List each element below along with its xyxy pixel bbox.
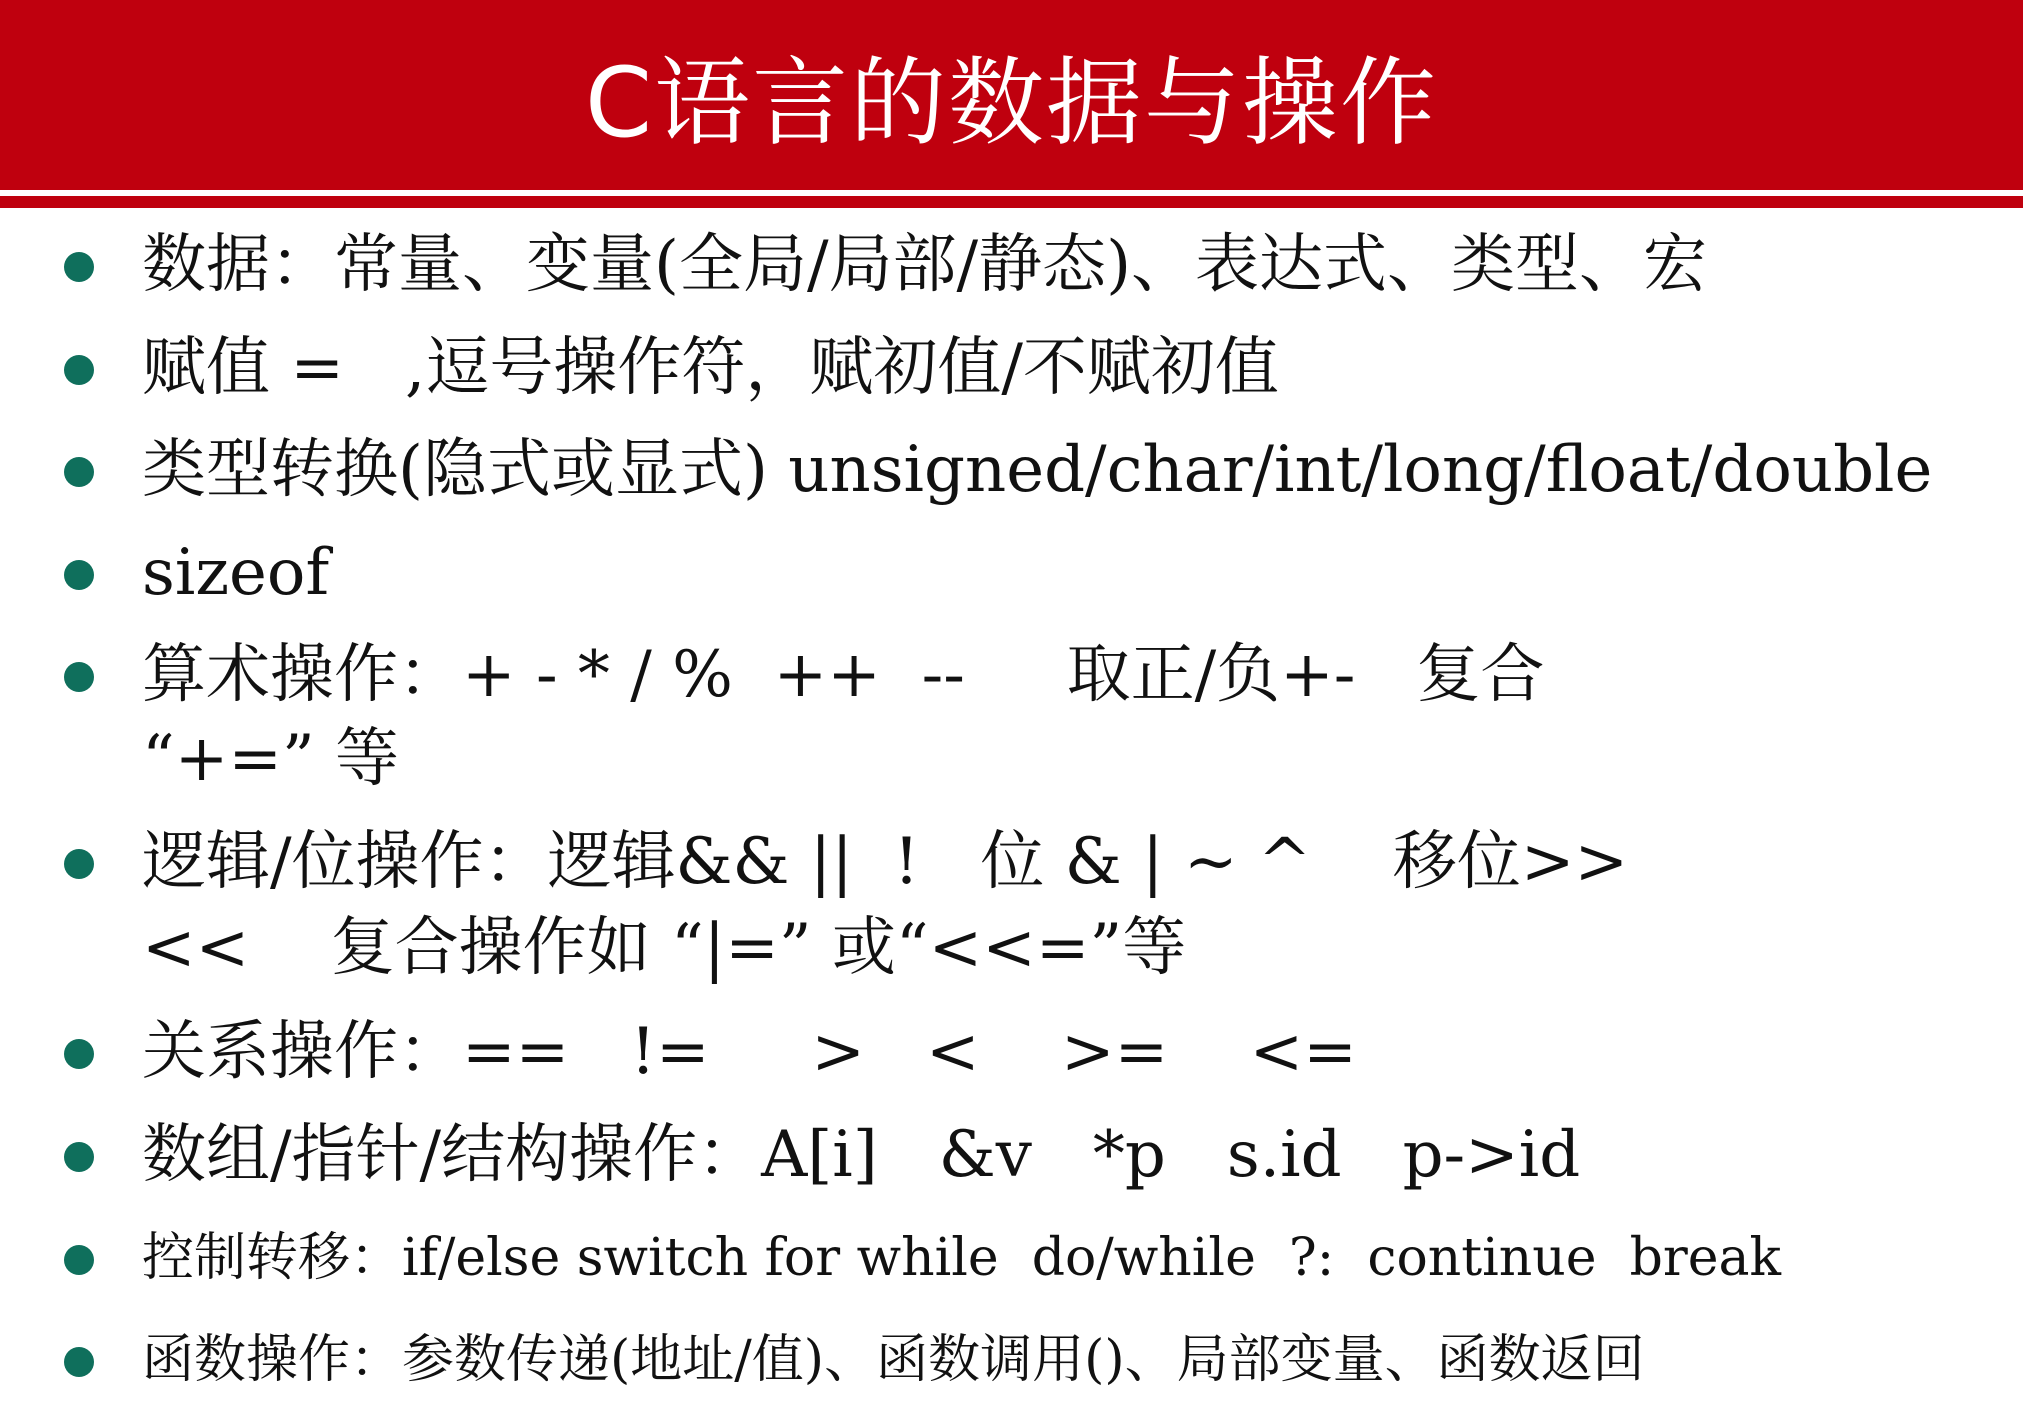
bullet-dot-icon [64,457,94,487]
bullet-text: 算术操作：+ - * / % ++ -- 取正/负+- 复合 [142,638,1545,712]
bullet-text-continuation: << 复合操作如 “|=” 或“<<=”等 [142,911,1187,985]
bullet-text: 类型转换(隐式或显式) unsigned/char/int/long/float/double [142,433,1933,507]
bullet-text: 赋值 = ,逗号操作符，赋初值/不赋初值 [142,331,1279,405]
bullet-text: 逻辑/位操作：逻辑&& || ! 位 & | ~ ^ 移位>> [142,825,1629,899]
bullet-text: sizeof [142,536,330,610]
bullet-text: 关系操作：== != > < >= <= [142,1015,1357,1089]
bullet-dot-icon [64,1245,94,1275]
bullet-text: 数组/指针/结构操作：A[i] &v *p s.id p->id [142,1118,1581,1192]
bullet-text: 控制转移：if/else switch for while do/while ?: continue break [142,1228,1782,1288]
bullet-text-continuation: “+=” 等 [142,722,400,796]
bullet-dot-icon [64,355,94,385]
bullet-text: 函数操作：参数传递(地址/值)、函数调用()、局部变量、函数返回 [142,1330,1645,1390]
bullet-dot-icon [64,252,94,282]
bullet-dot-icon [64,849,94,879]
bullet-dot-icon [64,662,94,692]
bullet-dot-icon [64,1347,94,1377]
bullet-dot-icon [64,560,94,590]
bullet-dot-icon [64,1039,94,1069]
bullet-dot-icon [64,1142,94,1172]
slide-title: C语言的数据与操作 [584,46,1439,159]
bullet-text: 数据：常量、变量(全局/局部/静态)、表达式、类型、宏 [142,228,1708,302]
